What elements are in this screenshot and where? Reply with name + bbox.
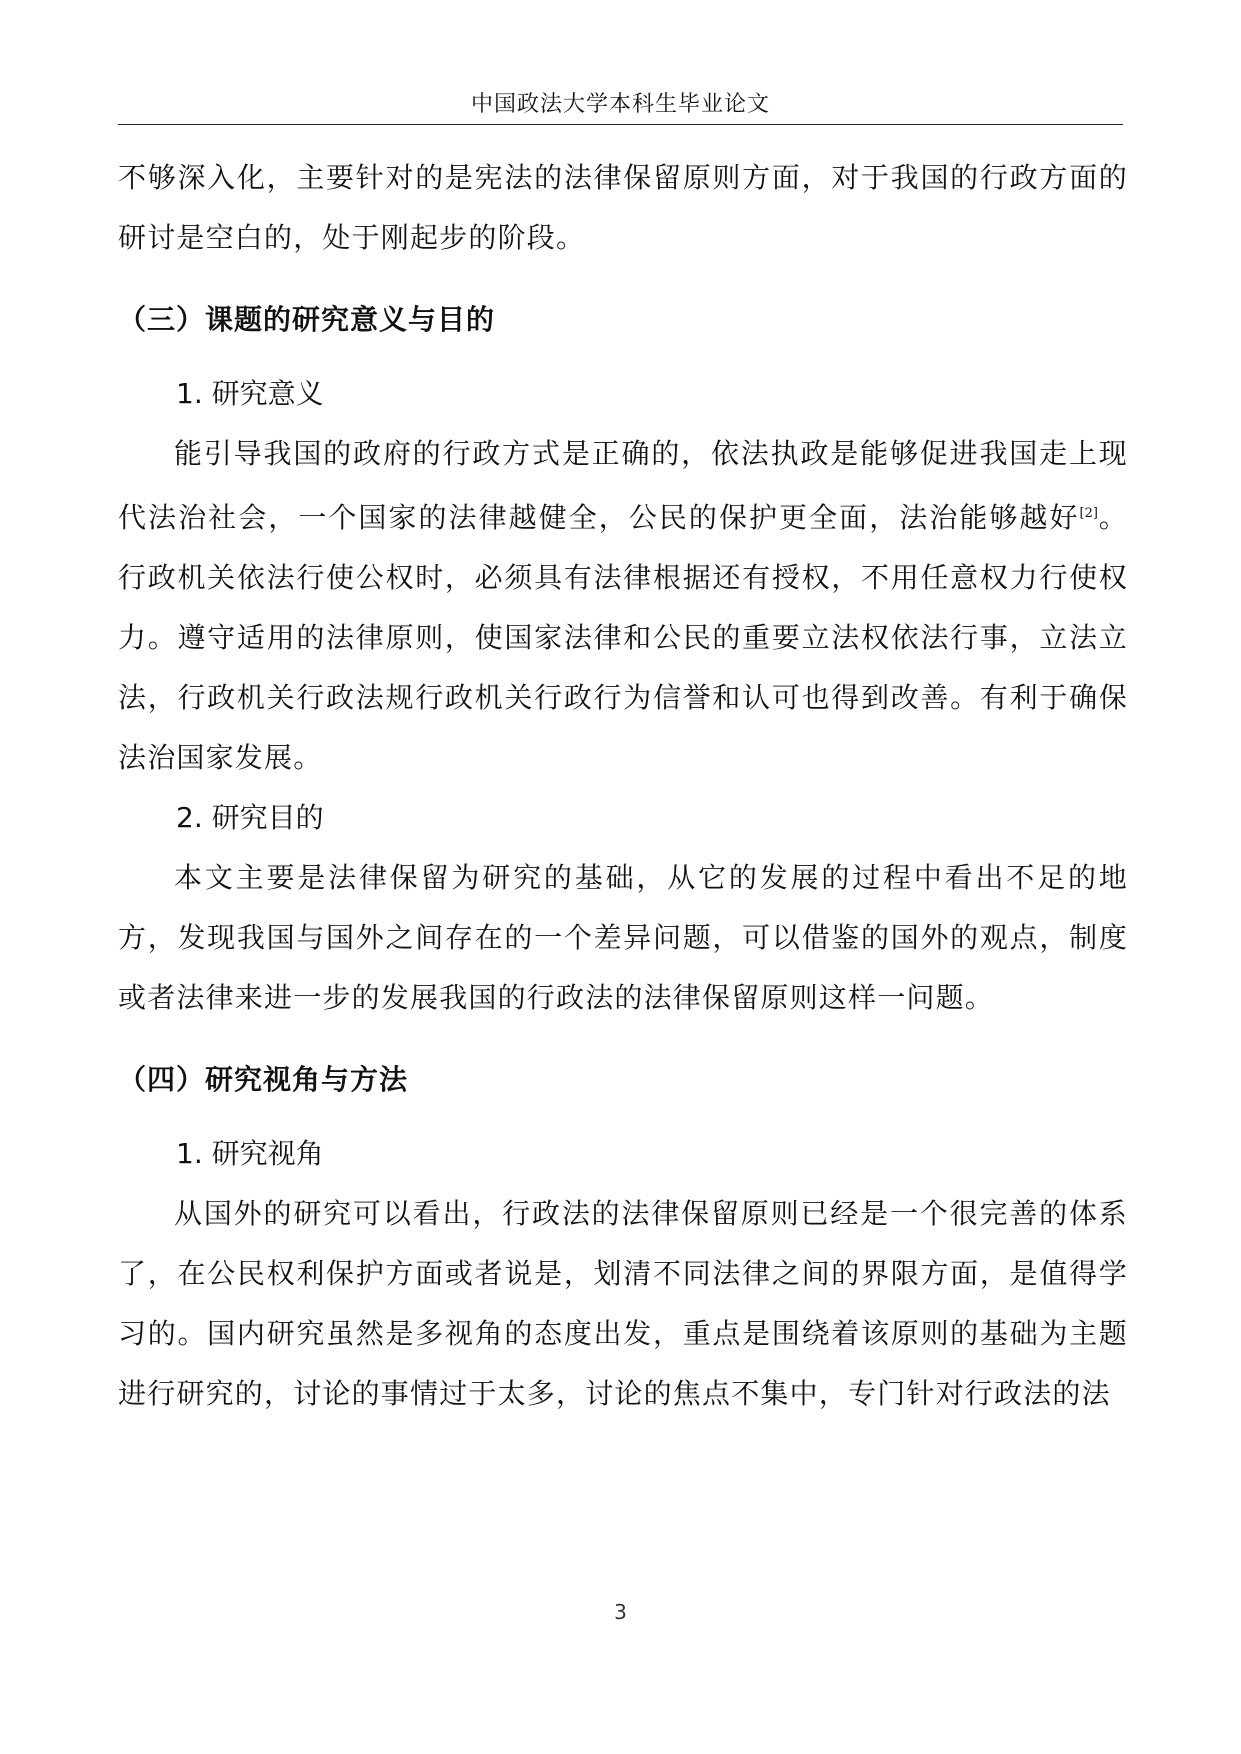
spacer	[118, 1028, 1128, 1050]
section-3-1-text-b: 。行政机关依法行使公权时，必须具有法律根据还有授权，不用任意权力行使权力。遵守适用的法律原则，使国家法律和公民的重要立法权依法行事，立法立法，行政机关行政法规行政机关行政行为信誉和认可也得到改善。有利于确保法治国家发展。	[118, 501, 1129, 774]
spacer	[118, 268, 1128, 290]
spacer	[118, 350, 1128, 364]
intro-paragraph: 不够深入化，主要针对的是宪法的法律保留原则方面，对于我国的行政方面的研讨是空白的，处于刚起步的阶段。	[118, 161, 1128, 254]
section-3-2-paragraph: 本文主要是法律保留为研究的基础，从它的发展的过程中看出不足的地方，发现我国与国外之间存在的一个差异问题，可以借鉴的国外的观点，制度或者法律来进一步的发展我国的行政法的法律保留原则这样一问题。	[118, 861, 1128, 1014]
header-title: 中国政法大学本科生毕业论文	[470, 92, 770, 117]
section-4-heading: （四）研究视角与方法	[118, 1063, 409, 1096]
section-3-1-paragraph	[118, 424, 1128, 788]
section-4-1-heading: 1. 研究视角	[176, 1137, 324, 1170]
section-3-2-heading: 2. 研究目的	[176, 801, 324, 834]
page-header	[118, 88, 1123, 125]
section-4-1-paragraph: 从国外的研究可以看出，行政法的法律保留原则已经是一个很完善的体系了，在公民权利保护方面或者说是，划清不同法律之间的界限方面，是值得学习的。国内研究虽然是多视角的态度出发，重点是围绕着该原则的基础为主题进行研究的，讨论的事情过于太多，讨论的焦点不集中，专门针对行政法的法	[118, 1197, 1128, 1410]
section-3-heading: （三）课题的研究意义与目的	[118, 303, 496, 336]
citation-ref: [2]	[1079, 506, 1098, 521]
spacer	[118, 1110, 1128, 1124]
section-3-1-text-a: 能引导我国的政府的行政方式是正确的，依法执政是能够促进我国走上现代法治社会，一个国家的法律越健全，公民的保护更全面，法治能够越好	[118, 437, 1128, 534]
page-body	[118, 148, 1128, 1424]
section-3-1-heading: 1. 研究意义	[176, 377, 324, 410]
page-number: 3	[614, 1600, 627, 1624]
